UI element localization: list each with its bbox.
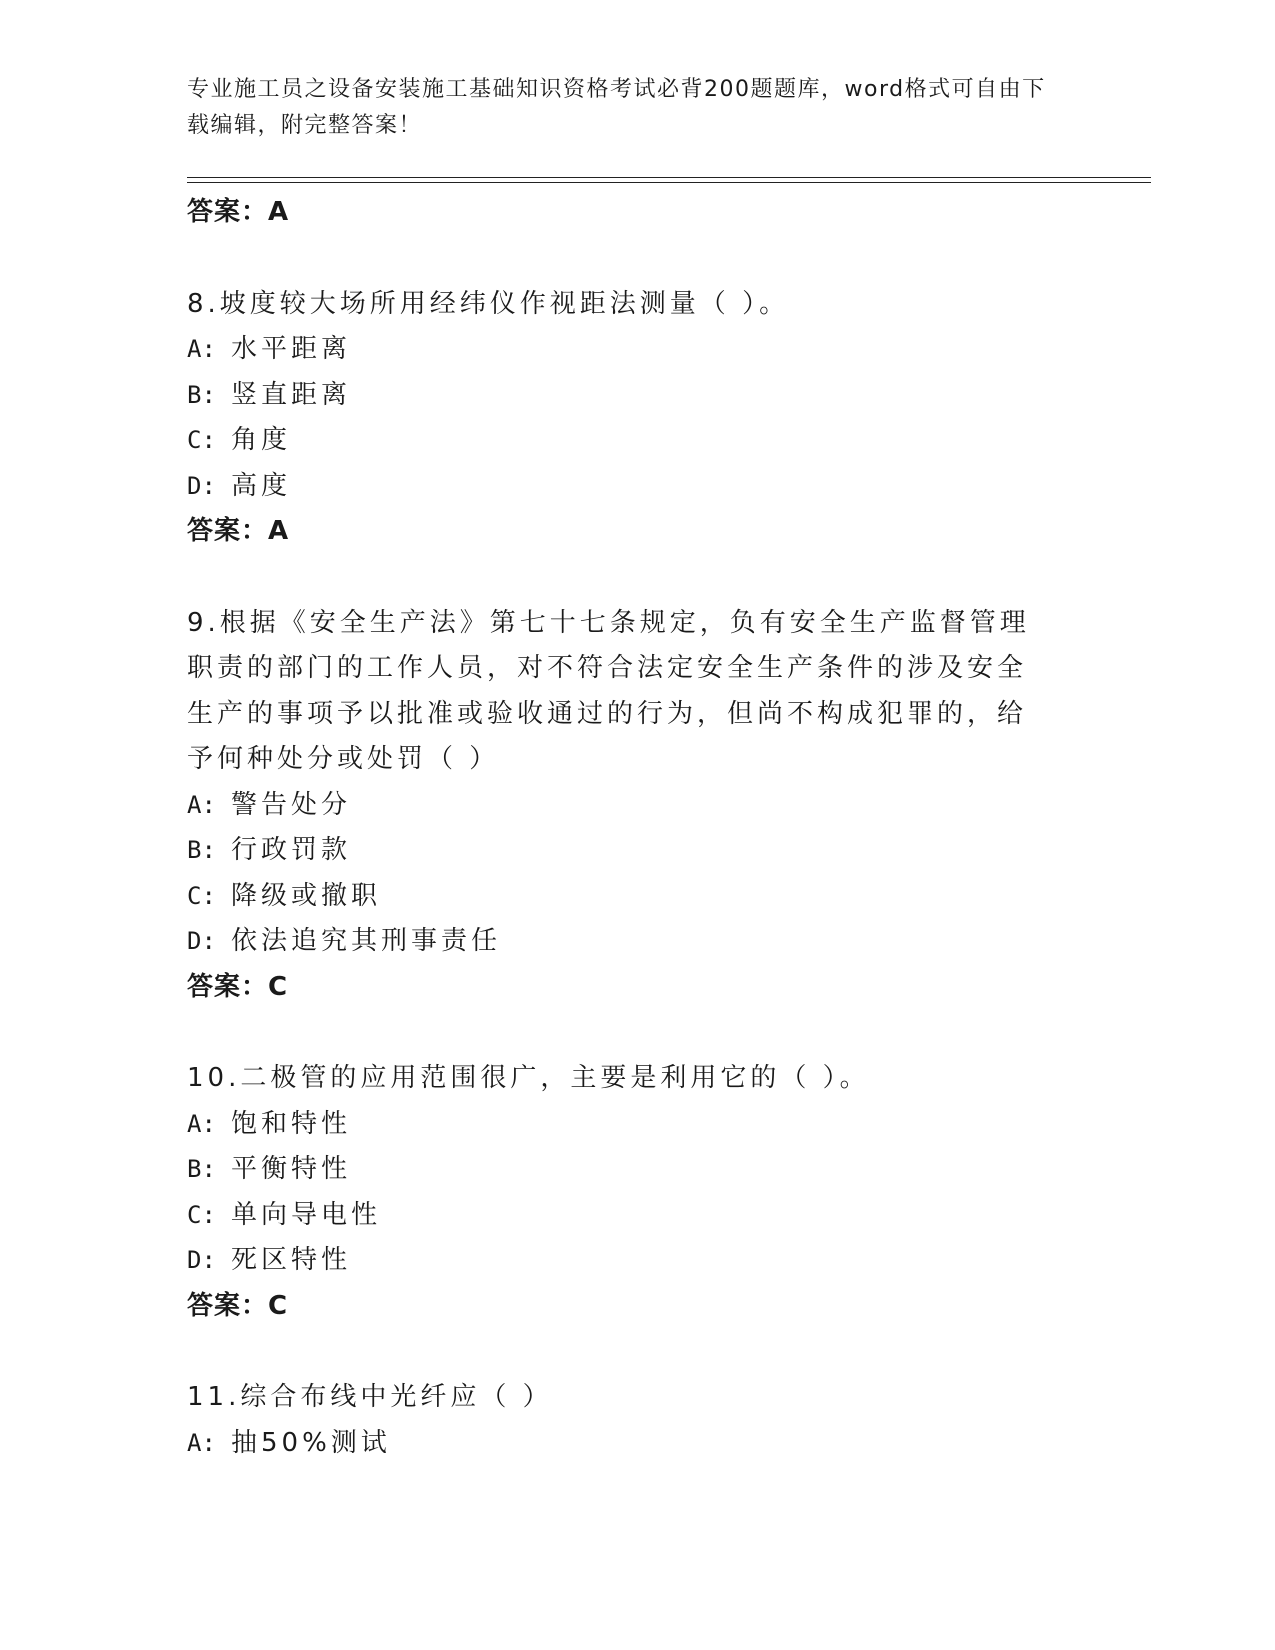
option-letter: C:	[187, 881, 216, 910]
option-text: 平衡特性	[231, 1154, 352, 1184]
option-text: 行政罚款	[231, 835, 352, 865]
option-line	[187, 1193, 1067, 1239]
option-line	[187, 919, 1067, 965]
option-line	[187, 327, 1067, 373]
option-line	[187, 1238, 1067, 1284]
question-item	[187, 282, 1067, 555]
option-text: 依法追究其刑事责任	[231, 926, 502, 956]
option-text: 警告处分	[231, 789, 352, 820]
option-line	[187, 783, 1067, 829]
question-stem: 8.坡度较大场所用经纬仪作视距法测量（ ）。	[187, 288, 790, 319]
question-item	[187, 601, 1067, 1011]
question-stem: 10.二极管的应用范围很广，主要是利用它的（ ）。	[187, 1063, 870, 1093]
option-line	[187, 373, 1067, 419]
option-text: 抽50%测试	[231, 1427, 391, 1458]
option-text: 水平距离	[231, 334, 352, 364]
option-line	[187, 828, 1067, 874]
option-text: 角度	[231, 425, 292, 455]
option-text: 降级或撤职	[231, 880, 382, 911]
option-text: 单向导电性	[231, 1199, 382, 1230]
option-letter: B:	[187, 836, 216, 864]
option-letter: D:	[187, 1246, 216, 1274]
answer-line: 答案：A	[187, 197, 290, 227]
option-text: 高度	[231, 470, 292, 501]
option-line	[187, 1147, 1067, 1193]
option-line	[187, 464, 1067, 510]
header-rule-bottom	[187, 182, 1151, 183]
option-line	[187, 874, 1067, 920]
answer-line: 答案：C	[187, 1290, 289, 1321]
option-letter: B:	[187, 1155, 216, 1183]
option-text: 饱和特性	[231, 1108, 352, 1139]
option-letter: C:	[187, 426, 216, 454]
answer-line: 答案：C	[187, 971, 289, 1002]
option-letter: D:	[187, 471, 216, 500]
option-letter: A:	[187, 790, 216, 819]
option-text: 竖直距离	[231, 379, 352, 410]
option-letter: A:	[187, 1428, 216, 1457]
question-item	[187, 1375, 1067, 1466]
option-text: 死区特性	[231, 1245, 352, 1275]
option-letter: D:	[187, 927, 216, 955]
option-letter: A:	[187, 335, 216, 363]
option-line	[187, 1421, 1067, 1467]
option-letter: B:	[187, 380, 216, 409]
header-rule-top	[187, 177, 1151, 178]
option-line	[187, 1102, 1067, 1148]
question-stem: 9.根据《安全生产法》第七十七条规定，负有安全生产监督管理职责的部门的工作人员，对不符合法定安全生产条件的涉及安全生产的事项予以批准或验收通过的行为，但尚不构成犯罪的，给予何种处分或处罚（ ）	[187, 607, 1030, 774]
option-line	[187, 418, 1067, 464]
option-letter: A:	[187, 1109, 216, 1138]
document-header: 专业施工员之设备安装施工基础知识资格考试必背200题题库，word格式可自由下载编辑，附完整答案！	[187, 77, 1046, 138]
question-stem: 11.综合布线中光纤应（ ）	[187, 1382, 553, 1412]
question-list	[187, 190, 1067, 1466]
answer-line: 答案：A	[187, 516, 290, 546]
option-letter: C:	[187, 1200, 216, 1229]
question-item	[187, 1056, 1067, 1329]
